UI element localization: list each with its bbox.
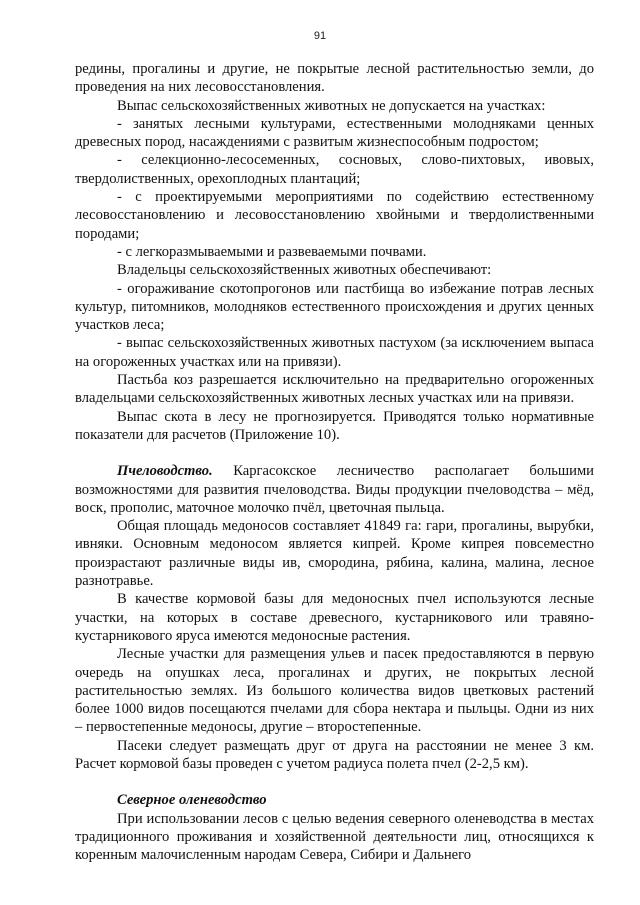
section-gap	[75, 773, 594, 791]
list-item: - селекционно-лесосеменных, сосновых, слово-пихтовых, ивовых, твердолиственных, орехоплодных плантаций;	[75, 152, 594, 187]
list-item: - с легкоразмываемыми и развеваемыми почвами.	[117, 243, 427, 260]
list-item: - выпас сельскохозяйственных животных пастухом (за исключением выпаса на огороженных участках или на привязи).	[75, 335, 594, 370]
beekeeping-heading: Пчеловодство.	[117, 463, 213, 480]
paragraph: При использовании лесов с целью ведения северного оленеводства в местах традиционного проживания и хозяйственной деятельности лиц, относящихся к коренным малочисленным народам Севера, Сибири и Дальнего	[75, 810, 594, 864]
beekeeping-intro	[75, 462, 594, 517]
paragraph: Владельцы сельскохозяйственных животных обеспечивают:	[117, 262, 492, 279]
paragraph: Выпас сельскохозяйственных животных не допускается на участках:	[117, 97, 546, 114]
page-number: 91	[313, 30, 327, 42]
beekeeping-intro-text: Каргасокское лесничество располагает большими возможностями для развития пчеловодства. Виды продукции пчеловодства – мёд, воск, прополис, маточное молочко пчёл, цветочная пыльца.	[75, 463, 594, 516]
paragraph: Пасеки следует размещать друг от друга на расстоянии не менее 3 км. Расчет кормовой базы проведен с учетом радиуса полета пчел (2-2,5 км).	[75, 737, 594, 772]
paragraph: Лесные участки для размещения ульев и пасек предоставляются в первую очередь на опушках леса, прогалинах и других, не покрытых лесной растительностью землях. Из большого количества видов цветковых растений более 1000 видов посещаются пчелами для сбора нектара и пыльцы. Одни из них – первостепенные медоносы, другие – второстепенные.	[75, 646, 594, 736]
body-text	[75, 60, 594, 864]
paragraph: Пастьба коз разрешается исключительно на предварительно огороженных владельцами сельскохозяйственных животных лесных участках или на привязи.	[75, 372, 594, 407]
paragraph: В качестве кормовой базы для медоносных пчел используются лесные участки, на которых в составе древесного, кустарникового или травяно-кустарникового яруса имеются медоносные растения.	[75, 591, 594, 644]
list-item: - занятых лесными культурами, естественными молодняками ценных древесных пород, насаждениями с развитым жизнеспособным подростом;	[75, 115, 594, 151]
reindeer-heading: Северное оленеводство	[117, 792, 267, 809]
list-item: - с проектируемыми мероприятиями по содействию естественному лесовосстановлению и лесовосстановлению хвойными и твердолиственными породами;	[75, 189, 594, 242]
paragraph: Общая площадь медоносов составляет 41849 га: гари, прогалины, вырубки, ивняки. Основным медоносом является кипрей. Кроме кипрея повсеместно произрастают различные виды ив, смородина, рябина, калина, малина, лесное разнотравье.	[75, 518, 594, 590]
paragraph: редины, прогалины и другие, не покрытые лесной растительностью земли, до проведения на них лесовосстановления.	[75, 61, 594, 96]
list-item: - огораживание скотопрогонов или пастбища во избежание потрав лесных культур, питомников, молодняков естественного происхождения и других ценных участков леса;	[75, 280, 594, 334]
paragraph: Выпас скота в лесу не прогнозируется. Приводятся только нормативные показатели для расчетов (Приложение 10).	[75, 408, 594, 443]
section-gap	[75, 444, 594, 462]
